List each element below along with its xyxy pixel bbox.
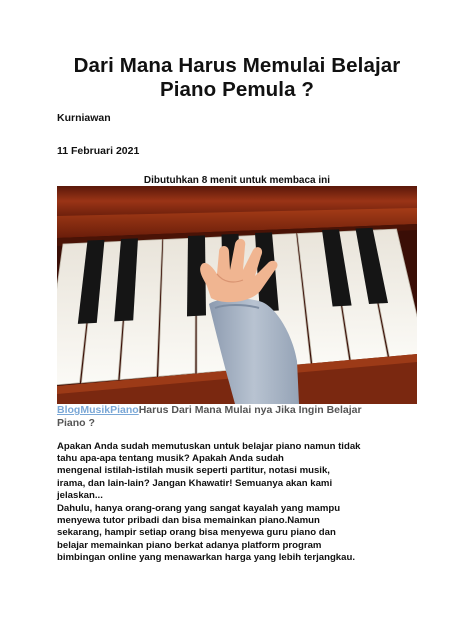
image-caption	[57, 404, 427, 430]
paragraph-line: belajar memainkan piano berkat adanya platform program	[57, 539, 322, 551]
paragraph-1	[57, 441, 417, 502]
caption-text-1: Harus Dari Mana Mulai nya Jika Ingin Belajar	[138, 404, 362, 416]
paragraph-line: Apakan Anda sudah memutuskan untuk belajar piano namun tidak	[57, 441, 361, 452]
title-line-2: Piano Pemula ?	[159, 78, 315, 101]
paragraph-line: jelaskan...	[57, 489, 103, 501]
paragraph-line: mengenal istilah-istilah musik seperti partitur, notasi musik,	[57, 465, 330, 477]
paragraph-line: tahu apa-apa tentang musik? Apakah Anda sudah	[57, 453, 284, 465]
paragraph-line: Dahulu, hanya orang-orang yang sangat kayalah yang mampu	[57, 503, 341, 514]
paragraph-line: sekarang, hampir setiap orang bisa menyewa guru piano dan	[57, 527, 336, 539]
piano-photo	[57, 186, 417, 404]
paragraph-2	[57, 503, 417, 564]
title-line-1: Dari Mana Harus Memulai Belajar	[73, 54, 401, 77]
paragraph-line: menyewa tutor pribadi dan bisa memainkan piano.Namun	[57, 515, 320, 527]
caption-link[interactable]: BlogMusikPiano	[57, 404, 139, 416]
paragraph-line: bimbingan online yang menawarkan harga yang lebih terjangkau.	[57, 551, 356, 563]
paragraph-line: irama, dan lain-lain? Jangan Khawatir! Semuanya akan kami	[57, 477, 333, 489]
author-name: Kurniawan	[57, 112, 111, 124]
publish-date: 11 Februari 2021	[57, 145, 140, 157]
read-time: Dibutuhkan 8 menit untuk membaca ini	[143, 175, 331, 186]
caption-text-2: Piano ?	[57, 417, 95, 429]
document-title	[40, 54, 434, 102]
